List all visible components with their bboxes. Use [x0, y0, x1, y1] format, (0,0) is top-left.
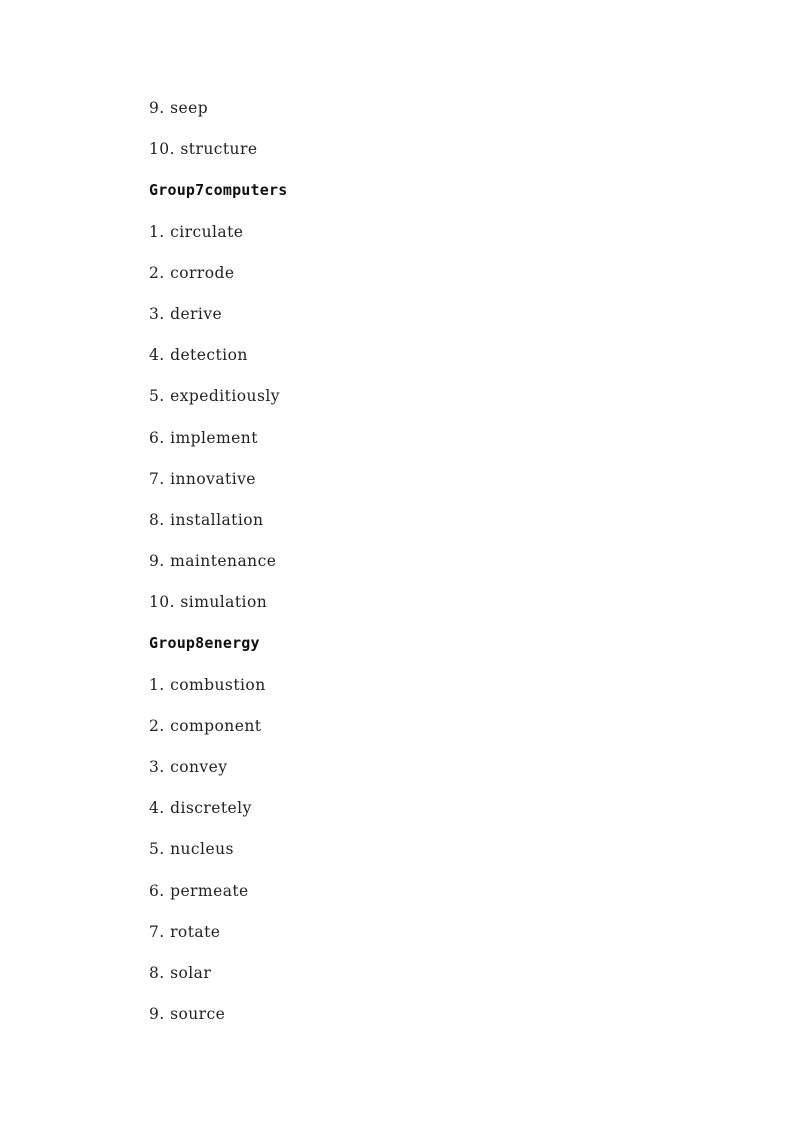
list-item: 2. corrode	[149, 263, 235, 282]
group-heading: Group8energy	[149, 634, 260, 653]
list-item: 9. source	[149, 1005, 226, 1024]
list-item: 7. innovative	[149, 469, 256, 488]
list-item: 5. expeditiously	[149, 387, 280, 406]
group-heading: Group7computers	[149, 181, 288, 200]
list-item: 10. structure	[149, 140, 258, 159]
list-item: 6. implement	[149, 428, 258, 447]
list-item: 4. detection	[149, 346, 248, 365]
list-item: 4. discretely	[149, 799, 252, 818]
list-item: 10. simulation	[149, 593, 268, 612]
list-item: 6. permeate	[149, 881, 249, 900]
list-item: 1. combustion	[149, 675, 266, 694]
list-item: 1. circulate	[149, 222, 244, 241]
list-item: 3. derive	[149, 304, 223, 323]
list-item: 7. rotate	[149, 922, 221, 941]
vocabulary-list	[149, 97, 709, 1044]
list-item: 8. solar	[149, 963, 212, 982]
list-item: 5. nucleus	[149, 840, 234, 859]
list-item: 8. installation	[149, 510, 264, 529]
list-item: 2. component	[149, 716, 262, 735]
list-item: 9. maintenance	[149, 552, 277, 571]
list-item: 9. seep	[149, 99, 209, 117]
list-item: 3. convey	[149, 758, 228, 776]
